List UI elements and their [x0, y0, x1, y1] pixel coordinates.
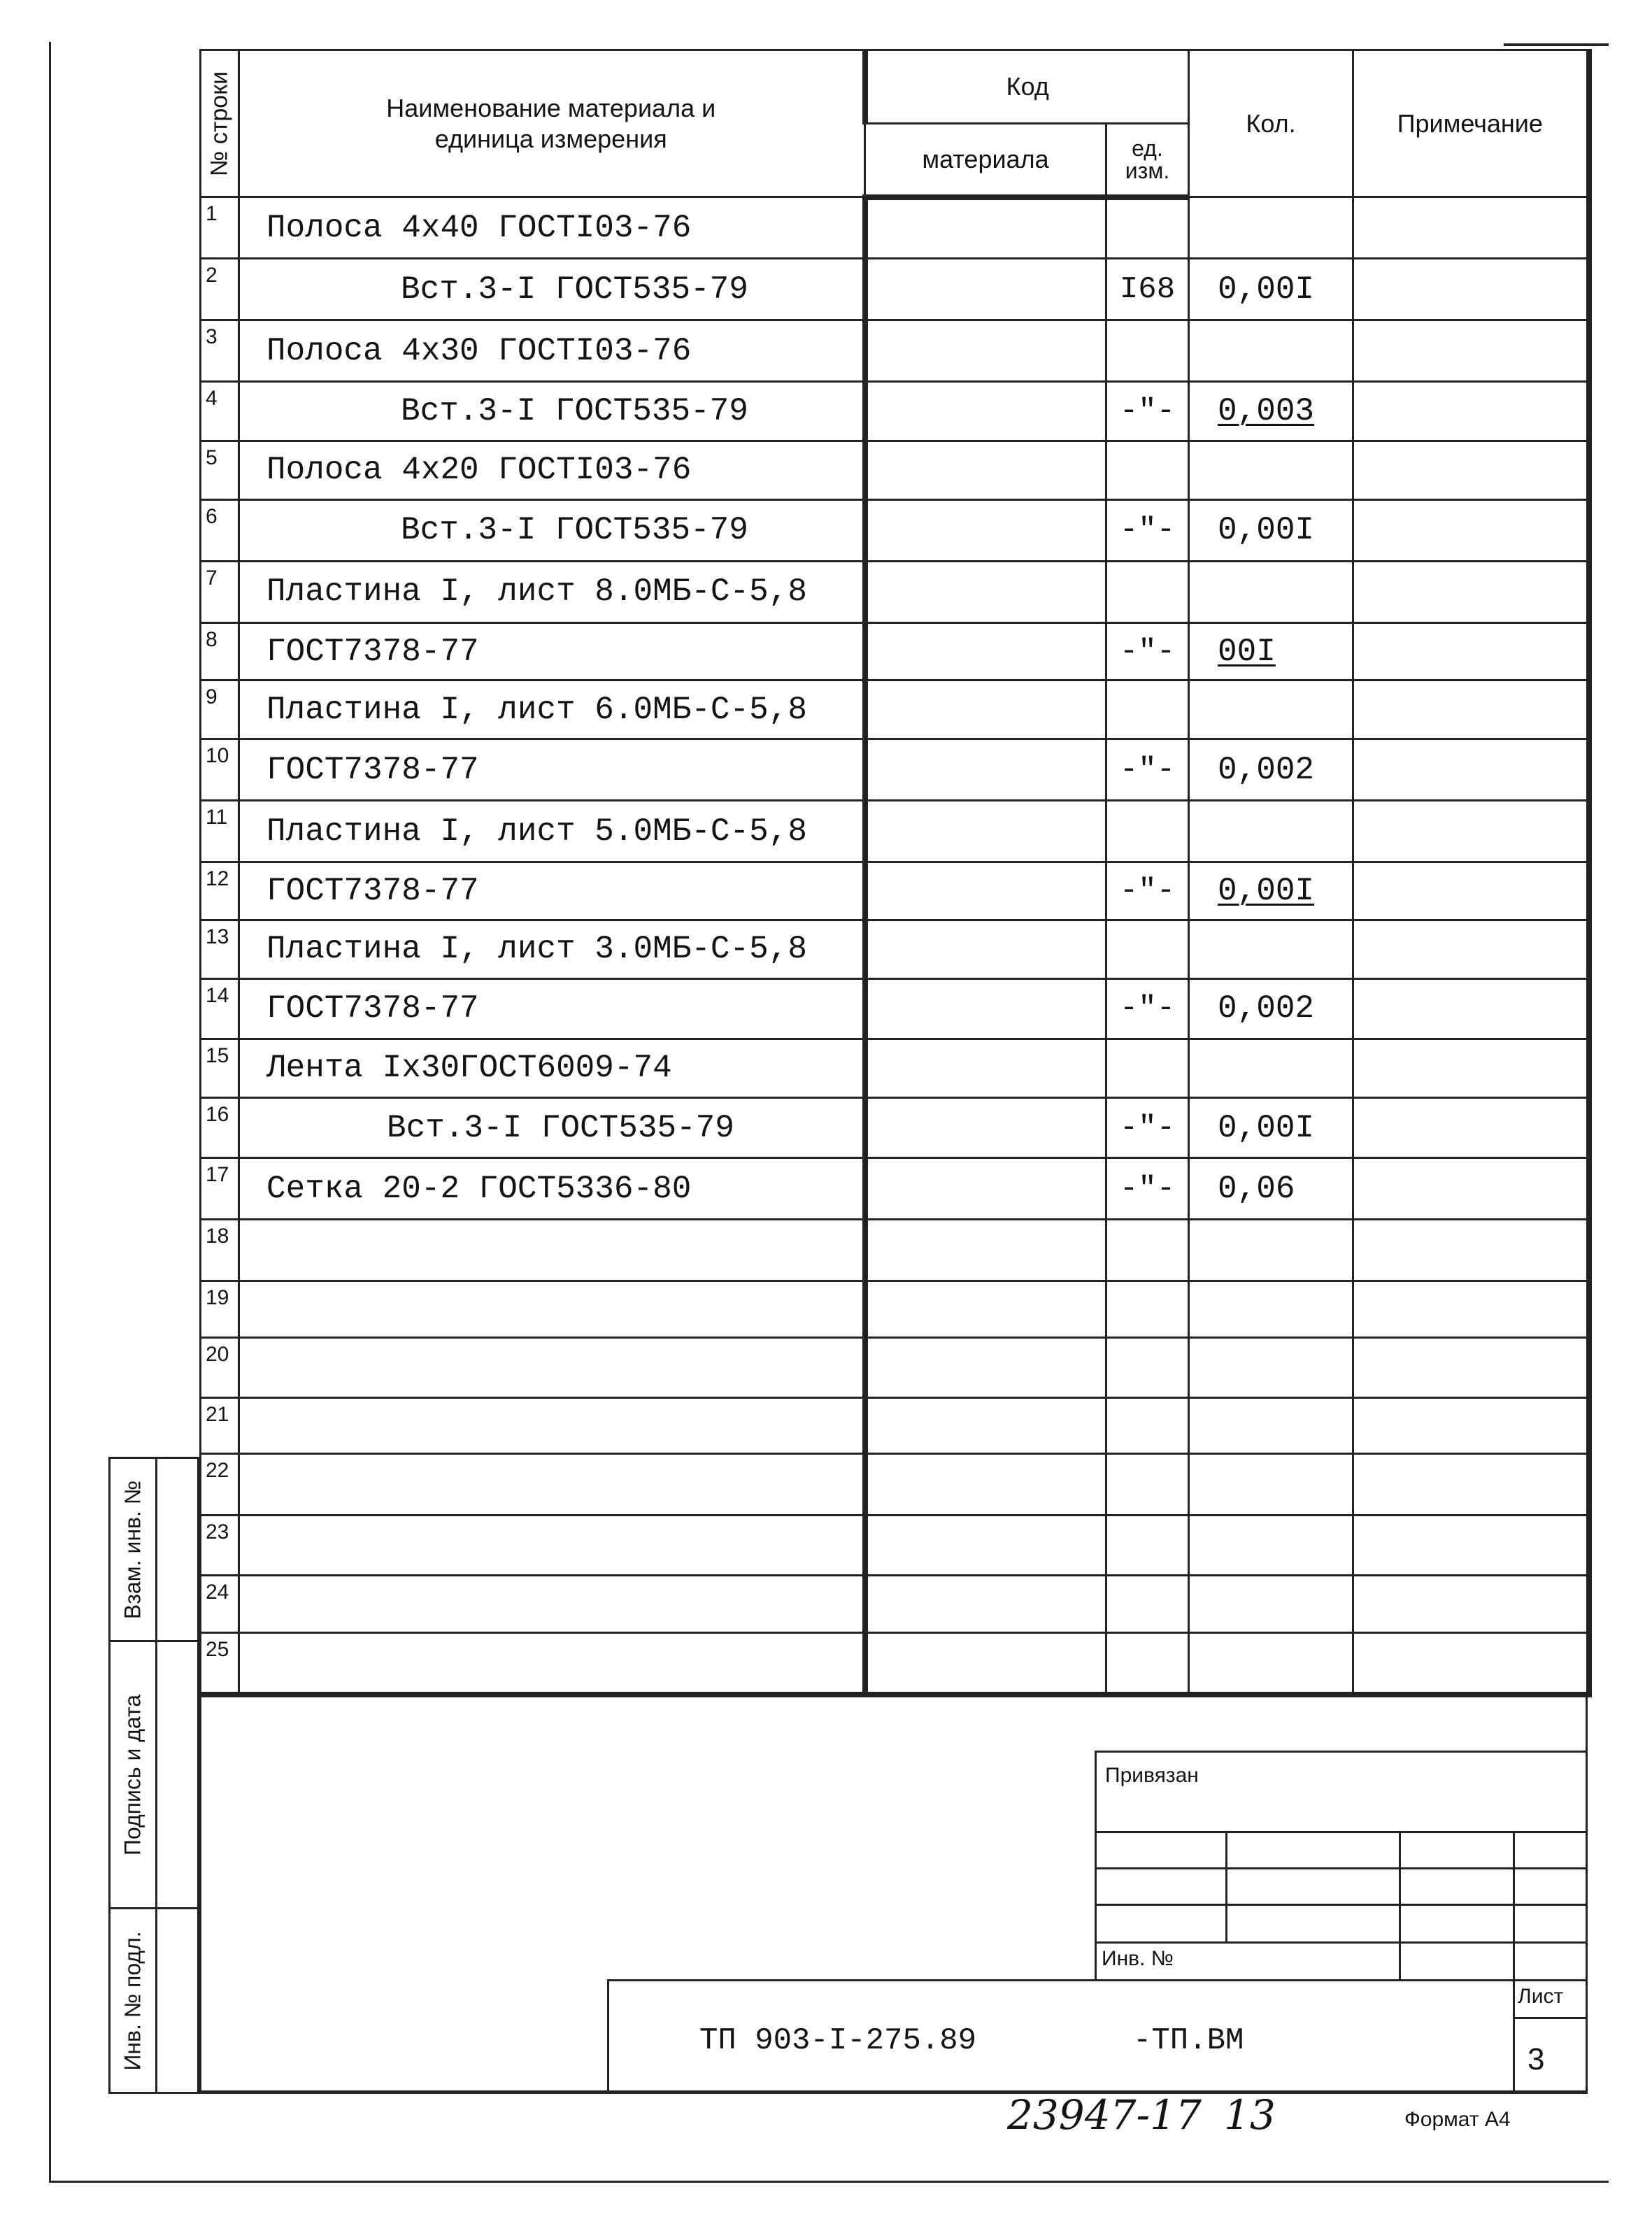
unit-code	[1106, 801, 1189, 862]
material-code	[865, 320, 1106, 382]
material-name: Пластина I, лист 8.0МБ-С-5,8	[239, 561, 865, 622]
material-name: ГОСТ7378-77	[239, 862, 865, 920]
unit-code	[1106, 1576, 1189, 1633]
row-number: 17	[201, 1158, 239, 1220]
table-row	[201, 801, 1589, 862]
table-row	[201, 1337, 1589, 1397]
material-code	[865, 801, 1106, 862]
material-code	[865, 862, 1106, 920]
row-number: 11	[201, 801, 239, 862]
material-name: Вст.3-I ГОСТ535-79	[239, 1098, 865, 1158]
material-name: ГОСТ7378-77	[239, 622, 865, 680]
materials-table	[199, 49, 1592, 1697]
unit-code	[1106, 197, 1189, 259]
header-note: Примечание	[1353, 50, 1589, 197]
side-label-signature-date: Подпись и дата	[120, 1694, 145, 1855]
row-number: 9	[201, 680, 239, 739]
row-number: 19	[201, 1281, 239, 1337]
table-row	[201, 1515, 1589, 1575]
table-row	[201, 1158, 1589, 1220]
table-row	[201, 680, 1589, 739]
quantity	[1189, 1515, 1353, 1575]
material-name: Полоса 4х40 ГОСТI03-76	[239, 197, 865, 259]
quantity	[1189, 197, 1353, 259]
quantity	[1189, 1039, 1353, 1097]
binding-grid-line	[1399, 1831, 1401, 1979]
note	[1353, 1453, 1589, 1515]
material-name	[239, 1515, 865, 1575]
quantity	[1189, 1453, 1353, 1515]
material-name: Лента Iх30ГОСТ6009-74	[239, 1039, 865, 1097]
sheet-label: Лист	[1518, 1985, 1564, 2008]
unit-code: -"-	[1106, 622, 1189, 680]
row-number: 12	[201, 862, 239, 920]
quantity	[1189, 1576, 1353, 1633]
header-code-unit: ед. изм.	[1106, 124, 1189, 197]
side-field-vzam-inv	[108, 1457, 199, 1642]
page-frame-left	[49, 42, 51, 2182]
quantity	[1189, 561, 1353, 622]
unit-code	[1106, 680, 1189, 739]
material-code	[865, 1633, 1106, 1695]
row-number: 20	[201, 1337, 239, 1397]
material-code	[865, 1098, 1106, 1158]
material-code	[865, 382, 1106, 441]
row-number: 25	[201, 1633, 239, 1695]
note	[1353, 1576, 1589, 1633]
table-row	[201, 441, 1589, 499]
note	[1353, 622, 1589, 680]
quantity	[1189, 320, 1353, 382]
table-row	[201, 920, 1589, 978]
unit-code: -"-	[1106, 499, 1189, 561]
material-name	[239, 1633, 865, 1695]
row-number: 6	[201, 499, 239, 561]
table-row	[201, 499, 1589, 561]
header-code-material: материала	[865, 124, 1106, 197]
table-row	[201, 1281, 1589, 1337]
note	[1353, 441, 1589, 499]
row-number: 7	[201, 561, 239, 622]
quantity: 0,002	[1189, 739, 1353, 801]
binding-label: Привязан	[1105, 1764, 1199, 1787]
material-name	[239, 1220, 865, 1281]
row-number: 10	[201, 739, 239, 801]
quantity: 0,002	[1189, 978, 1353, 1039]
row-number: 21	[201, 1397, 239, 1453]
unit-code	[1106, 561, 1189, 622]
unit-code: -"-	[1106, 739, 1189, 801]
note	[1353, 1158, 1589, 1220]
material-code	[865, 1576, 1106, 1633]
unit-code	[1106, 1633, 1189, 1695]
table-row	[201, 978, 1589, 1039]
row-number: 23	[201, 1515, 239, 1575]
material-name: Пластина I, лист 6.0МБ-С-5,8	[239, 680, 865, 739]
table-row	[201, 1453, 1589, 1515]
note	[1353, 382, 1589, 441]
row-number: 4	[201, 382, 239, 441]
page-frame-bottom	[49, 2181, 1609, 2183]
unit-code: -"-	[1106, 1158, 1189, 1220]
unit-code	[1106, 1039, 1189, 1097]
material-code	[865, 561, 1106, 622]
row-number: 24	[201, 1576, 239, 1633]
quantity: 0,00I	[1189, 499, 1353, 561]
note	[1353, 862, 1589, 920]
note	[1353, 259, 1589, 320]
table-row	[201, 1039, 1589, 1097]
material-name: Пластина I, лист 3.0МБ-С-5,8	[239, 920, 865, 978]
sheet-number: 3	[1528, 2042, 1545, 2076]
unit-code: -"-	[1106, 1098, 1189, 1158]
row-number: 2	[201, 259, 239, 320]
material-name: Вст.3-I ГОСТ535-79	[239, 499, 865, 561]
row-number: 15	[201, 1039, 239, 1097]
material-code	[865, 680, 1106, 739]
material-code	[865, 1397, 1106, 1453]
material-code	[865, 739, 1106, 801]
material-code	[865, 1281, 1106, 1337]
quantity	[1189, 920, 1353, 978]
table-row	[201, 1220, 1589, 1281]
unit-code	[1106, 1281, 1189, 1337]
quantity: 00I	[1189, 622, 1353, 680]
unit-code: I68	[1106, 259, 1189, 320]
material-name: ГОСТ7378-77	[239, 739, 865, 801]
archive-sheet: 13	[1224, 2091, 1276, 2139]
quantity: 0,00I	[1189, 862, 1353, 920]
header-code: Код	[865, 50, 1189, 124]
table-row	[201, 561, 1589, 622]
row-number: 1	[201, 197, 239, 259]
note	[1353, 978, 1589, 1039]
note	[1353, 739, 1589, 801]
material-name: Полоса 4х20 ГОСТI03-76	[239, 441, 865, 499]
row-number: 16	[201, 1098, 239, 1158]
note	[1353, 920, 1589, 978]
row-number: 22	[201, 1453, 239, 1515]
table-row	[201, 862, 1589, 920]
note	[1353, 1633, 1589, 1695]
unit-code: -"-	[1106, 382, 1189, 441]
material-name	[239, 1337, 865, 1397]
material-code	[865, 259, 1106, 320]
header-material-name: Наименование материала и единица измерения	[239, 50, 865, 197]
material-name: ГОСТ7378-77	[239, 978, 865, 1039]
quantity	[1189, 1397, 1353, 1453]
quantity	[1189, 1281, 1353, 1337]
unit-code: -"-	[1106, 862, 1189, 920]
material-name: Сетка 20-2 ГОСТ5336-80	[239, 1158, 865, 1220]
table-row	[201, 382, 1589, 441]
quantity	[1189, 1220, 1353, 1281]
note	[1353, 499, 1589, 561]
material-name	[239, 1576, 865, 1633]
material-code	[865, 622, 1106, 680]
quantity: 0,003	[1189, 382, 1353, 441]
note	[1353, 320, 1589, 382]
archive-number: 23947-17	[1007, 2091, 1202, 2139]
material-name	[239, 1397, 865, 1453]
row-number: 14	[201, 978, 239, 1039]
note	[1353, 1397, 1589, 1453]
material-name	[239, 1453, 865, 1515]
quantity	[1189, 1633, 1353, 1695]
quantity	[1189, 680, 1353, 739]
material-name: Вст.3-I ГОСТ535-79	[239, 382, 865, 441]
table-body	[201, 197, 1589, 1695]
material-code	[865, 1220, 1106, 1281]
material-code	[865, 1515, 1106, 1575]
sheet-box-divider	[1513, 2017, 1588, 2019]
side-label-inv-podl: Инв. № подл.	[120, 1930, 145, 2071]
material-code	[865, 499, 1106, 561]
material-code	[865, 1039, 1106, 1097]
material-code	[865, 920, 1106, 978]
unit-code	[1106, 1397, 1189, 1453]
note	[1353, 1281, 1589, 1337]
unit-code	[1106, 320, 1189, 382]
quantity	[1189, 801, 1353, 862]
note	[1353, 561, 1589, 622]
row-number: 8	[201, 622, 239, 680]
unit-code	[1106, 1220, 1189, 1281]
row-number: 5	[201, 441, 239, 499]
note	[1353, 680, 1589, 739]
table-row	[201, 622, 1589, 680]
note	[1353, 1220, 1589, 1281]
binding-grid-line	[1225, 1831, 1227, 1943]
quantity: 0,00I	[1189, 259, 1353, 320]
note	[1353, 1098, 1589, 1158]
table-row	[201, 1397, 1589, 1453]
unit-code	[1106, 1453, 1189, 1515]
unit-code	[1106, 441, 1189, 499]
note	[1353, 1039, 1589, 1097]
header-quantity: Кол.	[1189, 50, 1353, 197]
quantity	[1189, 441, 1353, 499]
binding-grid-line	[1513, 1831, 1515, 1979]
material-name	[239, 1281, 865, 1337]
unit-code	[1106, 1515, 1189, 1575]
unit-code: -"-	[1106, 978, 1189, 1039]
table-row	[201, 320, 1589, 382]
note	[1353, 1515, 1589, 1575]
row-number: 3	[201, 320, 239, 382]
quantity: 0,00I	[1189, 1098, 1353, 1158]
format-label: Формат А4	[1404, 2108, 1511, 2131]
row-number: 13	[201, 920, 239, 978]
unit-code	[1106, 920, 1189, 978]
material-name: Полоса 4х30 ГОСТI03-76	[239, 320, 865, 382]
quantity: 0,06	[1189, 1158, 1353, 1220]
material-name: Пластина I, лист 5.0МБ-С-5,8	[239, 801, 865, 862]
table-row	[201, 197, 1589, 259]
side-field-signature-date	[108, 1640, 199, 1909]
material-code	[865, 1158, 1106, 1220]
material-code	[865, 441, 1106, 499]
table-row	[201, 1633, 1589, 1695]
page-frame-top-mark	[1504, 43, 1609, 46]
note	[1353, 197, 1589, 259]
note	[1353, 1337, 1589, 1397]
header-row-number: № строки	[201, 50, 239, 197]
document-designation: ТП 903-I-275.89	[699, 2023, 977, 2058]
table-row	[201, 1098, 1589, 1158]
quantity	[1189, 1337, 1353, 1397]
material-code	[865, 197, 1106, 259]
material-name: Вст.3-I ГОСТ535-79	[239, 259, 865, 320]
inv-no-label: Инв. №	[1102, 1947, 1174, 1970]
table-row	[201, 1576, 1589, 1633]
side-label-vzam-inv: Взам. инв. №	[120, 1480, 145, 1619]
material-code	[865, 1337, 1106, 1397]
material-code	[865, 1453, 1106, 1515]
document-designation-suffix: -ТП.ВМ	[1133, 2023, 1244, 2058]
material-code	[865, 978, 1106, 1039]
unit-code	[1106, 1337, 1189, 1397]
note	[1353, 801, 1589, 862]
row-number: 18	[201, 1220, 239, 1281]
table-row	[201, 739, 1589, 801]
table-row	[201, 259, 1589, 320]
side-field-inv-podl	[108, 1907, 199, 2094]
